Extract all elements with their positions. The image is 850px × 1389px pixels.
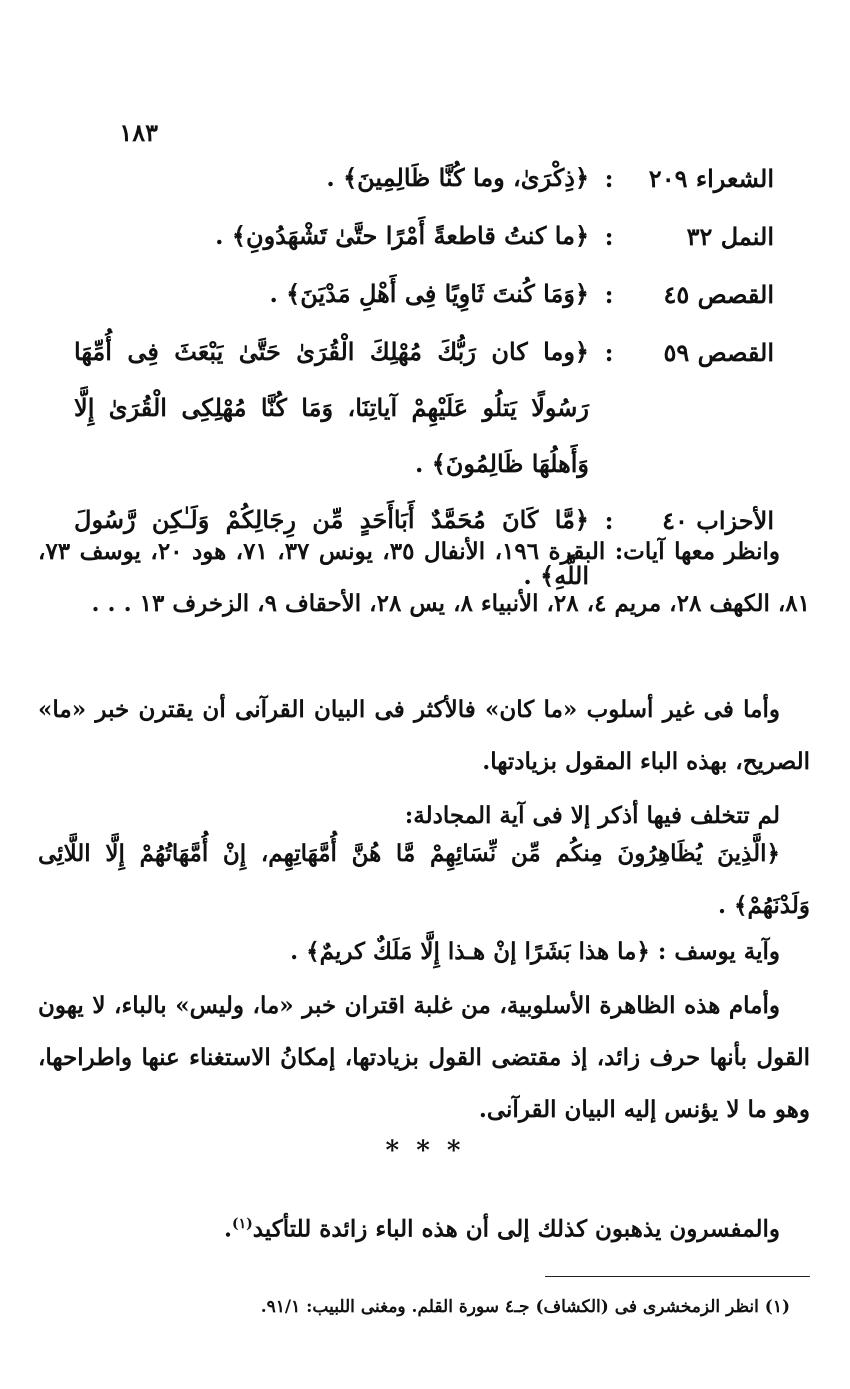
commentators-text: والمفسرون يذهبون كذلك إلى أن هذه الباء زائدة للتأكيد [252,1215,780,1243]
see-also-paragraph: وانظر معها آيات: البقرة ١٩٦، الأنفال ٣٥، يونس ٣٧، ٧١، هود ٢٠، يوسف ٧٣، ٨١، الكهف ٢٨، مريم ٤، ٢٨، الأنبياء ٨، يس ٢٨، الأحقاف ٩، الزخرف ١٣ . . . [38,538,810,617]
footnote-divider [545,1276,810,1277]
verse-reference-row [74,324,774,492]
verse-text: ﴿ذِكْرَىٰ، وما كُنَّا ظَالِمِينَ﴾ . [326,163,589,192]
verse-text: ﴿وَمَا كُنتَ ثَاوِيًا فِى أَهْلِ مَدْيَنَ﴾ . [269,279,589,308]
surah-reference: الشعراء ٢٠٩ [648,164,774,193]
footnote-marker[interactable]: (١) [231,1216,253,1232]
section-divider-stars: * * * [385,1136,465,1166]
verse-text: ﴿مَّا كَانَ مُحَمَّدٌ أَبَاأَحَدٍ مِّن رِجَالِكُمْ وَلَـٰكِن رَّسُولَ اللَّهِ﴾ . [74,505,589,590]
other-style-paragraph: وأما فى غير أسلوب «ما كان» فالأكثر فى البيان القرآنى أن يقترن خبر «ما» الصريح، بهذه الباء المقول بزيادتها. [38,696,810,775]
yusuf-verse-quote: وآية يوسف : ﴿ما هذا بَشَرًا إنْ هـذا إِلَّا مَلَكٌ كريمٌ﴾ . [290,938,780,965]
mujadila-verse-quote: ﴿الَّذِينَ يُظَاهِرُونَ مِنكُم مِّن نِّسَائِهِمْ مَّا هُنَّ أُمَّهَاتِهِم، إِنْ أُمَّهَاتُهُمْ إِلَّا اللَّائِى وَلَدْنَهُمْ﴾ . [38,840,810,919]
verse-reference-row [74,266,774,324]
surah-reference: النمل ٣٢ [686,222,774,251]
commentators-period: . [223,1215,232,1243]
separator-colon: : [604,280,614,309]
page-number: ١٨٣ [119,118,158,147]
verse-text: ﴿ما كنتُ قاطعةً أَمْرًا حتَّىٰ تَشْهَدُونِ﴾ . [215,221,589,250]
verse-text: ﴿وما كان رَبُّكَ مُهْلِكَ الْقُرَىٰ حَتَّىٰ يَبْعَثَ فِى أُمِّهَا رَسُولًا يَتلُو عَلَيْهِمْ آياتِنَا، وَمَا كُنَّا مُهْلِكِى الْقُرَىٰ إِلَّا وَأَهلُهَا ظَالِمُونَ﴾ . [74,337,589,478]
verse-reference-row [74,150,774,208]
footnote-text: (١) انظر الزمخشرى فى (الكشاف) جـ٤ سورة القلم. ومغنى اللبيب: ٩١/١. [260,1297,790,1317]
surah-reference: القصص ٤٥ [663,280,774,309]
verse-reference-row [74,208,774,266]
surah-reference: الأحزاب ٤٠ [662,506,774,535]
separator-colon: : [604,222,614,251]
separator-colon: : [604,164,614,193]
separator-colon: : [604,506,614,535]
stylistic-phenomenon-paragraph: وأمام هذه الظاهرة الأسلوبية، من غلبة اقتران خبر «ما، وليس» بالباء، لا يهون القول بأنها حرف زائد، إذ مقتضى القول بزيادتها، إمكانُ الاستغناء عنها واطراحها، وهو ما لا يؤنس إليه البيان القرآنى. [38,992,810,1123]
commentators-paragraph [38,1198,810,1256]
surah-reference: القصص ٥٩ [663,338,774,367]
separator-colon: : [604,338,614,367]
exception-intro-paragraph: لم تتخلف فيها أذكر إلا فى آية المجادلة: [404,802,780,829]
